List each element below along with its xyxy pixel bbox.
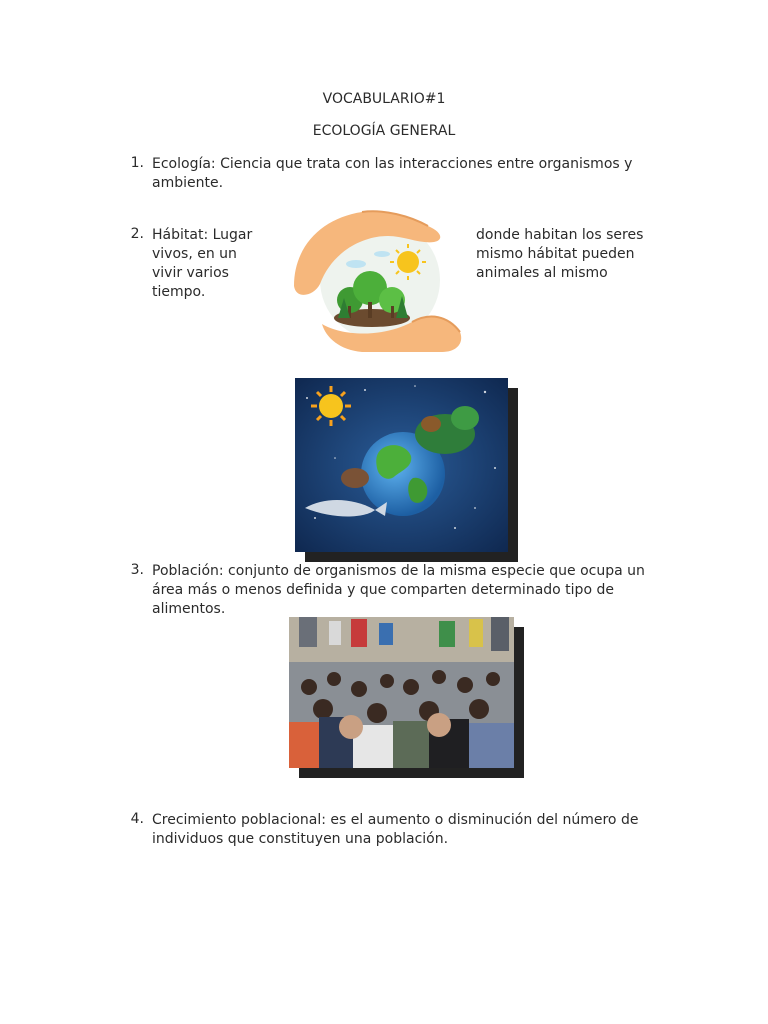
item-3-line-1: Población: conjunto de organismos de la misma especie que ocupa un <box>152 563 645 579</box>
item-4-line-1: Crecimiento poblacional: es el aumento o disminución del número de <box>152 812 639 828</box>
item-4-line-2: individuos que constituyen una población. <box>152 831 449 847</box>
item-1-number: 1. <box>130 155 144 171</box>
crowd-svg <box>289 617 514 768</box>
document-subtitle: ECOLOGÍA GENERAL <box>312 123 456 139</box>
document-title: VOCABULARIO#1 <box>322 91 446 107</box>
item-2-left-line-1: Hábitat: Lugar <box>152 227 253 243</box>
item-2-text-left <box>152 226 252 302</box>
item-2-number: 2. <box>130 226 144 242</box>
item-2-right-line-2: mismo hábitat pueden <box>476 246 635 262</box>
item-1-text <box>152 155 632 193</box>
item-3-line-2: área más o menos definida y que comparten determinado tipo de <box>152 582 614 598</box>
item-3-number: 3. <box>130 562 144 578</box>
item-4-text <box>152 811 638 849</box>
item-2-text-right <box>476 226 643 283</box>
item-1-line-2: ambiente. <box>152 175 224 191</box>
item-1-line-1: Ecología: Ciencia que trata con las interacciones entre organismos y <box>152 156 633 172</box>
item-2-left-line-3: vivir varios <box>152 265 229 281</box>
hands-tree-svg <box>292 206 464 354</box>
item-2-left-line-4: tiempo. <box>152 284 206 300</box>
earth-ecosystem-svg <box>295 378 508 552</box>
hands-tree-illustration <box>292 206 464 354</box>
item-3-text <box>152 562 645 619</box>
item-2-left-line-2: vivos, en un <box>152 246 237 262</box>
item-4-number: 4. <box>130 811 144 827</box>
earth-ecosystem-illustration <box>295 378 508 552</box>
item-2-right-line-3: animales al mismo <box>476 265 608 281</box>
crowd-photo <box>289 617 514 768</box>
item-2-right-line-1: donde habitan los seres <box>476 227 644 243</box>
item-3-line-3: alimentos. <box>152 601 226 617</box>
